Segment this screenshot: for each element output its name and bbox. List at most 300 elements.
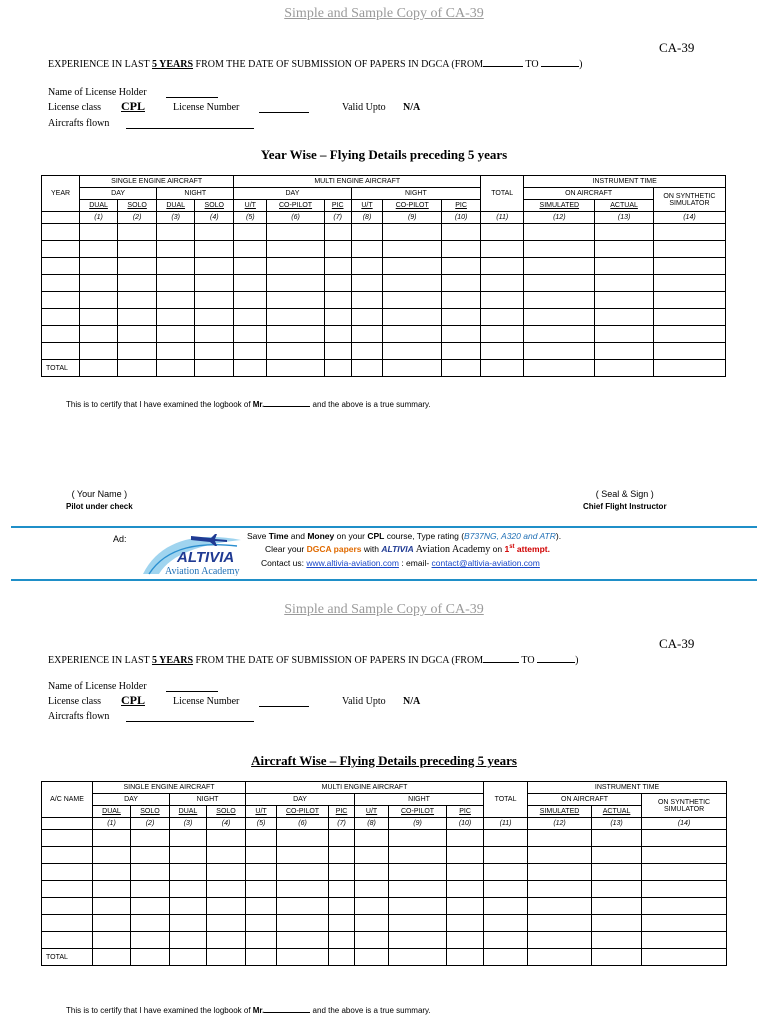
entry-cell[interactable] [383, 224, 442, 241]
entry-cell[interactable] [42, 915, 93, 932]
entry-cell[interactable] [170, 881, 207, 898]
entry-cell[interactable] [447, 830, 484, 847]
total-cell[interactable] [93, 949, 131, 966]
entry-cell[interactable] [93, 864, 131, 881]
total-cell[interactable] [170, 949, 207, 966]
total-row-label: TOTAL [42, 360, 80, 377]
entry-cell[interactable] [442, 258, 481, 275]
entry-cell[interactable] [267, 275, 325, 292]
ad-brand-inline: ALTIVIA [381, 544, 414, 554]
entry-cell[interactable] [484, 932, 528, 949]
entry-cell[interactable] [524, 292, 595, 309]
entry-cell[interactable] [80, 258, 118, 275]
entry-cell[interactable] [42, 275, 80, 292]
entry-cell[interactable] [524, 343, 595, 360]
entry-cell[interactable] [131, 864, 170, 881]
entry-cell[interactable] [93, 881, 131, 898]
entry-cell[interactable] [207, 847, 246, 864]
total-cell[interactable] [442, 360, 481, 377]
col-number: (6) [277, 818, 329, 830]
entry-cell[interactable] [351, 343, 383, 360]
entry-cell[interactable] [592, 898, 642, 915]
entry-cell[interactable] [42, 864, 93, 881]
entry-cell[interactable] [389, 864, 447, 881]
entry-cell[interactable] [234, 343, 267, 360]
to-date-field[interactable] [537, 654, 575, 663]
entry-cell[interactable] [329, 864, 355, 881]
entry-cell[interactable] [484, 830, 528, 847]
entry-cell[interactable] [383, 309, 442, 326]
entry-cell[interactable] [481, 292, 524, 309]
entry-cell[interactable] [595, 292, 654, 309]
entry-cell[interactable] [234, 224, 267, 241]
entry-cell[interactable] [389, 932, 447, 949]
entry-cell[interactable] [277, 847, 329, 864]
aircrafts-flown-field[interactable] [126, 721, 254, 722]
entry-cell[interactable] [524, 241, 595, 258]
entry-cell[interactable] [351, 224, 383, 241]
total-cell[interactable] [389, 949, 447, 966]
entry-cell[interactable] [355, 830, 389, 847]
entry-cell[interactable] [157, 309, 195, 326]
entry-cell[interactable] [355, 864, 389, 881]
entry-cell[interactable] [207, 932, 246, 949]
entry-cell[interactable] [42, 241, 80, 258]
entry-cell[interactable] [131, 847, 170, 864]
license-number-field[interactable] [259, 706, 309, 707]
entry-cell[interactable] [42, 898, 93, 915]
total-cell[interactable] [351, 360, 383, 377]
altivia-logo[interactable] [141, 530, 251, 576]
entry-cell[interactable] [528, 881, 592, 898]
total-cell[interactable] [80, 360, 118, 377]
entry-cell[interactable] [595, 309, 654, 326]
entry-cell[interactable] [653, 224, 725, 241]
entry-cell[interactable] [195, 258, 234, 275]
entry-cell[interactable] [442, 224, 481, 241]
entry-cell[interactable] [642, 864, 727, 881]
total-cell[interactable] [277, 949, 329, 966]
entry-cell[interactable] [442, 275, 481, 292]
total-cell[interactable] [592, 949, 642, 966]
entry-cell[interactable] [592, 864, 642, 881]
entry-cell[interactable] [595, 275, 654, 292]
total-cell[interactable] [355, 949, 389, 966]
entry-cell[interactable] [277, 915, 329, 932]
entry-cell[interactable] [93, 915, 131, 932]
name-field[interactable] [166, 691, 218, 692]
entry-cell[interactable] [267, 343, 325, 360]
entry-cell[interactable] [157, 241, 195, 258]
entry-cell[interactable] [524, 326, 595, 343]
header-pic: PIC [329, 806, 355, 818]
entry-cell[interactable] [324, 275, 351, 292]
total-cell[interactable] [324, 360, 351, 377]
total-cell[interactable] [329, 949, 355, 966]
entry-cell[interactable] [653, 258, 725, 275]
entry-cell[interactable] [484, 847, 528, 864]
entry-cell[interactable] [131, 932, 170, 949]
entry-cell[interactable] [277, 830, 329, 847]
license-number-field[interactable] [259, 112, 309, 113]
entry-cell[interactable] [267, 309, 325, 326]
entry-cell[interactable] [355, 898, 389, 915]
entry-cell[interactable] [131, 898, 170, 915]
entry-cell[interactable] [93, 898, 131, 915]
entry-cell[interactable] [207, 864, 246, 881]
total-cell[interactable] [207, 949, 246, 966]
entry-cell[interactable] [447, 915, 484, 932]
entry-cell[interactable] [246, 864, 277, 881]
entry-cell[interactable] [389, 881, 447, 898]
entry-cell[interactable] [267, 326, 325, 343]
entry-cell[interactable] [324, 309, 351, 326]
entry-cell[interactable] [481, 241, 524, 258]
entry-cell[interactable] [329, 898, 355, 915]
entry-cell[interactable] [118, 241, 157, 258]
entry-cell[interactable] [118, 224, 157, 241]
entry-cell[interactable] [80, 326, 118, 343]
entry-cell[interactable] [642, 898, 727, 915]
entry-cell[interactable] [80, 343, 118, 360]
entry-cell[interactable] [355, 881, 389, 898]
total-cell[interactable] [195, 360, 234, 377]
entry-cell[interactable] [131, 915, 170, 932]
total-cell[interactable] [447, 949, 484, 966]
entry-cell[interactable] [234, 258, 267, 275]
entry-cell[interactable] [234, 309, 267, 326]
entry-cell[interactable] [329, 881, 355, 898]
entry-cell[interactable] [383, 326, 442, 343]
entry-cell[interactable] [118, 292, 157, 309]
entry-cell[interactable] [157, 258, 195, 275]
entry-cell[interactable] [246, 915, 277, 932]
entry-cell[interactable] [195, 343, 234, 360]
total-cell[interactable] [131, 949, 170, 966]
col-number: (11) [481, 212, 524, 224]
entry-cell[interactable] [351, 326, 383, 343]
entry-cell[interactable] [195, 309, 234, 326]
ad-text: on [490, 544, 505, 554]
entry-cell[interactable] [157, 343, 195, 360]
name-label: Name of License Holder [48, 681, 147, 692]
entry-cell[interactable] [653, 292, 725, 309]
entry-cell[interactable] [389, 915, 447, 932]
examinee-name-field[interactable] [264, 1006, 310, 1013]
header-dual: DUAL [80, 200, 118, 212]
entry-cell[interactable] [528, 915, 592, 932]
entry-cell[interactable] [481, 258, 524, 275]
entry-cell[interactable] [351, 309, 383, 326]
ad-text: on your [334, 531, 368, 541]
entry-cell[interactable] [267, 241, 325, 258]
entry-cell[interactable] [157, 326, 195, 343]
entry-cell[interactable] [592, 915, 642, 932]
entry-cell[interactable] [447, 864, 484, 881]
entry-cell[interactable] [80, 292, 118, 309]
table-row [42, 309, 726, 326]
entry-cell[interactable] [592, 932, 642, 949]
entry-cell[interactable] [524, 258, 595, 275]
entry-cell[interactable] [484, 864, 528, 881]
entry-cell[interactable] [653, 309, 725, 326]
total-cell[interactable] [157, 360, 195, 377]
entry-cell[interactable] [246, 881, 277, 898]
entry-cell[interactable] [157, 224, 195, 241]
entry-cell[interactable] [277, 932, 329, 949]
entry-cell[interactable] [447, 932, 484, 949]
entry-cell[interactable] [481, 343, 524, 360]
entry-cell[interactable] [595, 258, 654, 275]
entry-cell[interactable] [484, 915, 528, 932]
entry-cell[interactable] [157, 275, 195, 292]
entry-cell[interactable] [642, 881, 727, 898]
entry-cell[interactable] [234, 241, 267, 258]
entry-cell[interactable] [118, 258, 157, 275]
entry-cell[interactable] [528, 830, 592, 847]
ad-text: Clear your [265, 544, 307, 554]
entry-cell[interactable] [592, 881, 642, 898]
entry-cell[interactable] [131, 830, 170, 847]
total-cell[interactable] [528, 949, 592, 966]
entry-cell[interactable] [80, 275, 118, 292]
entry-cell[interactable] [484, 881, 528, 898]
total-cell[interactable] [267, 360, 325, 377]
entry-cell[interactable] [42, 881, 93, 898]
entry-cell[interactable] [528, 898, 592, 915]
entry-cell[interactable] [329, 847, 355, 864]
entry-cell[interactable] [653, 275, 725, 292]
entry-cell[interactable] [324, 326, 351, 343]
entry-cell[interactable] [170, 847, 207, 864]
table-row [42, 881, 727, 898]
entry-cell[interactable] [324, 258, 351, 275]
entry-cell[interactable] [207, 881, 246, 898]
entry-cell[interactable] [170, 898, 207, 915]
experience-line [48, 654, 578, 666]
entry-cell[interactable] [351, 241, 383, 258]
entry-cell[interactable] [131, 881, 170, 898]
entry-cell[interactable] [42, 224, 80, 241]
total-cell[interactable] [246, 949, 277, 966]
entry-cell[interactable] [383, 275, 442, 292]
entry-cell[interactable] [389, 830, 447, 847]
entry-cell[interactable] [442, 309, 481, 326]
entry-cell[interactable] [442, 241, 481, 258]
aircrafts-flown-field[interactable] [126, 128, 254, 129]
entry-cell[interactable] [481, 275, 524, 292]
entry-cell[interactable] [93, 830, 131, 847]
total-cell[interactable] [484, 949, 528, 966]
entry-cell[interactable] [329, 830, 355, 847]
entry-cell[interactable] [118, 275, 157, 292]
entry-cell[interactable] [653, 343, 725, 360]
entry-cell[interactable] [481, 326, 524, 343]
advertisement-banner[interactable] [11, 526, 757, 581]
ad-text: with [361, 544, 382, 554]
seal-sign-label: ( Seal & Sign ) [595, 489, 654, 499]
entry-cell[interactable] [207, 830, 246, 847]
entry-cell[interactable] [170, 830, 207, 847]
entry-cell[interactable] [157, 292, 195, 309]
entry-cell[interactable] [246, 932, 277, 949]
entry-cell[interactable] [592, 830, 642, 847]
entry-cell[interactable] [329, 915, 355, 932]
entry-cell[interactable] [267, 258, 325, 275]
entry-cell[interactable] [234, 326, 267, 343]
entry-cell[interactable] [170, 932, 207, 949]
entry-cell[interactable] [324, 292, 351, 309]
examinee-name-field[interactable] [264, 400, 310, 407]
entry-cell[interactable] [355, 847, 389, 864]
entry-cell[interactable] [524, 275, 595, 292]
from-date-field[interactable] [483, 58, 523, 67]
entry-cell[interactable] [207, 898, 246, 915]
entry-cell[interactable] [524, 309, 595, 326]
valid-upto-label: Valid Upto [342, 102, 386, 113]
entry-cell[interactable] [93, 847, 131, 864]
entry-cell[interactable] [234, 275, 267, 292]
entry-cell[interactable] [447, 847, 484, 864]
entry-cell[interactable] [170, 915, 207, 932]
entry-cell[interactable] [351, 275, 383, 292]
entry-cell[interactable] [118, 309, 157, 326]
total-cell[interactable] [524, 360, 595, 377]
entry-cell[interactable] [324, 241, 351, 258]
entry-cell[interactable] [42, 932, 93, 949]
entry-cell[interactable] [277, 898, 329, 915]
entry-cell[interactable] [267, 224, 325, 241]
entry-cell[interactable] [351, 258, 383, 275]
entry-cell[interactable] [246, 847, 277, 864]
entry-cell[interactable] [595, 326, 654, 343]
entry-cell[interactable] [42, 258, 80, 275]
entry-cell[interactable] [528, 864, 592, 881]
blank-rows [42, 224, 726, 360]
entry-cell[interactable] [481, 224, 524, 241]
entry-cell[interactable] [195, 241, 234, 258]
entry-cell[interactable] [447, 898, 484, 915]
entry-cell[interactable] [277, 881, 329, 898]
ad-text: and [288, 531, 308, 541]
entry-cell[interactable] [595, 343, 654, 360]
entry-cell[interactable] [42, 326, 80, 343]
entry-cell[interactable] [592, 847, 642, 864]
name-field[interactable] [166, 97, 218, 98]
entry-cell[interactable] [42, 830, 93, 847]
entry-cell[interactable] [528, 932, 592, 949]
entry-cell[interactable] [595, 224, 654, 241]
entry-cell[interactable] [195, 292, 234, 309]
entry-cell[interactable] [207, 915, 246, 932]
entry-cell[interactable] [118, 343, 157, 360]
entry-cell[interactable] [484, 898, 528, 915]
entry-cell[interactable] [642, 915, 727, 932]
entry-cell[interactable] [246, 898, 277, 915]
total-cell[interactable] [481, 360, 524, 377]
entry-cell[interactable] [389, 847, 447, 864]
entry-cell[interactable] [246, 830, 277, 847]
entry-cell[interactable] [383, 258, 442, 275]
entry-cell[interactable] [642, 830, 727, 847]
entry-cell[interactable] [447, 881, 484, 898]
entry-cell[interactable] [195, 224, 234, 241]
entry-cell[interactable] [80, 241, 118, 258]
total-cell[interactable] [383, 360, 442, 377]
entry-cell[interactable] [42, 309, 80, 326]
entry-cell[interactable] [642, 932, 727, 949]
watermark: Simple and Sample Copy of CA-39 [284, 6, 484, 21]
entry-cell[interactable] [383, 292, 442, 309]
entry-cell[interactable] [329, 932, 355, 949]
entry-cell[interactable] [80, 309, 118, 326]
entry-cell[interactable] [442, 292, 481, 309]
form-code: CA-39 [659, 40, 695, 55]
form-sheet-aircraft-wise [0, 596, 768, 1024]
entry-cell[interactable] [351, 292, 383, 309]
entry-cell[interactable] [642, 847, 727, 864]
pilot-under-check-label: Pilot under check [66, 502, 133, 511]
entry-cell[interactable] [42, 292, 80, 309]
entry-cell[interactable] [355, 932, 389, 949]
entry-cell[interactable] [595, 241, 654, 258]
header-solo: SOLO [131, 806, 170, 818]
entry-cell[interactable] [277, 864, 329, 881]
entry-cell[interactable] [383, 343, 442, 360]
entry-cell[interactable] [324, 224, 351, 241]
experience-to: TO [519, 655, 538, 666]
entry-cell[interactable] [355, 915, 389, 932]
entry-cell[interactable] [80, 224, 118, 241]
entry-cell[interactable] [442, 326, 481, 343]
from-date-field[interactable] [483, 654, 519, 663]
total-cell[interactable] [653, 360, 725, 377]
ad-label: Ad: [113, 534, 127, 544]
entry-cell[interactable] [93, 932, 131, 949]
entry-cell[interactable] [324, 343, 351, 360]
entry-cell[interactable] [42, 343, 80, 360]
entry-cell[interactable] [383, 241, 442, 258]
entry-cell[interactable] [42, 847, 93, 864]
entry-cell[interactable] [170, 864, 207, 881]
ad-attempt-highlight: 1 [504, 544, 510, 554]
entry-cell[interactable] [653, 326, 725, 343]
col-number: (14) [642, 818, 727, 830]
entry-cell[interactable] [389, 898, 447, 915]
entry-cell[interactable] [528, 847, 592, 864]
entry-cell[interactable] [118, 326, 157, 343]
entry-cell[interactable] [524, 224, 595, 241]
total-cell[interactable] [642, 949, 727, 966]
entry-cell[interactable] [195, 326, 234, 343]
entry-cell[interactable] [442, 343, 481, 360]
total-cell[interactable] [118, 360, 157, 377]
valid-upto-label: Valid Upto [342, 696, 386, 707]
entry-cell[interactable] [195, 275, 234, 292]
total-cell[interactable] [595, 360, 654, 377]
certify-statement [66, 1006, 431, 1015]
header-instrument-time: INSTRUMENT TIME [524, 176, 726, 188]
entry-cell[interactable] [234, 292, 267, 309]
chief-flight-instructor-label: Chief Flight Instructor [583, 502, 667, 511]
entry-cell[interactable] [267, 292, 325, 309]
website-link[interactable]: www.altivia-aviation.com [306, 558, 399, 568]
entry-cell[interactable] [653, 241, 725, 258]
entry-cell[interactable] [481, 309, 524, 326]
total-cell[interactable] [234, 360, 267, 377]
email-link[interactable]: contact@altivia-aviation.com [431, 558, 540, 568]
to-date-field[interactable] [541, 58, 579, 67]
